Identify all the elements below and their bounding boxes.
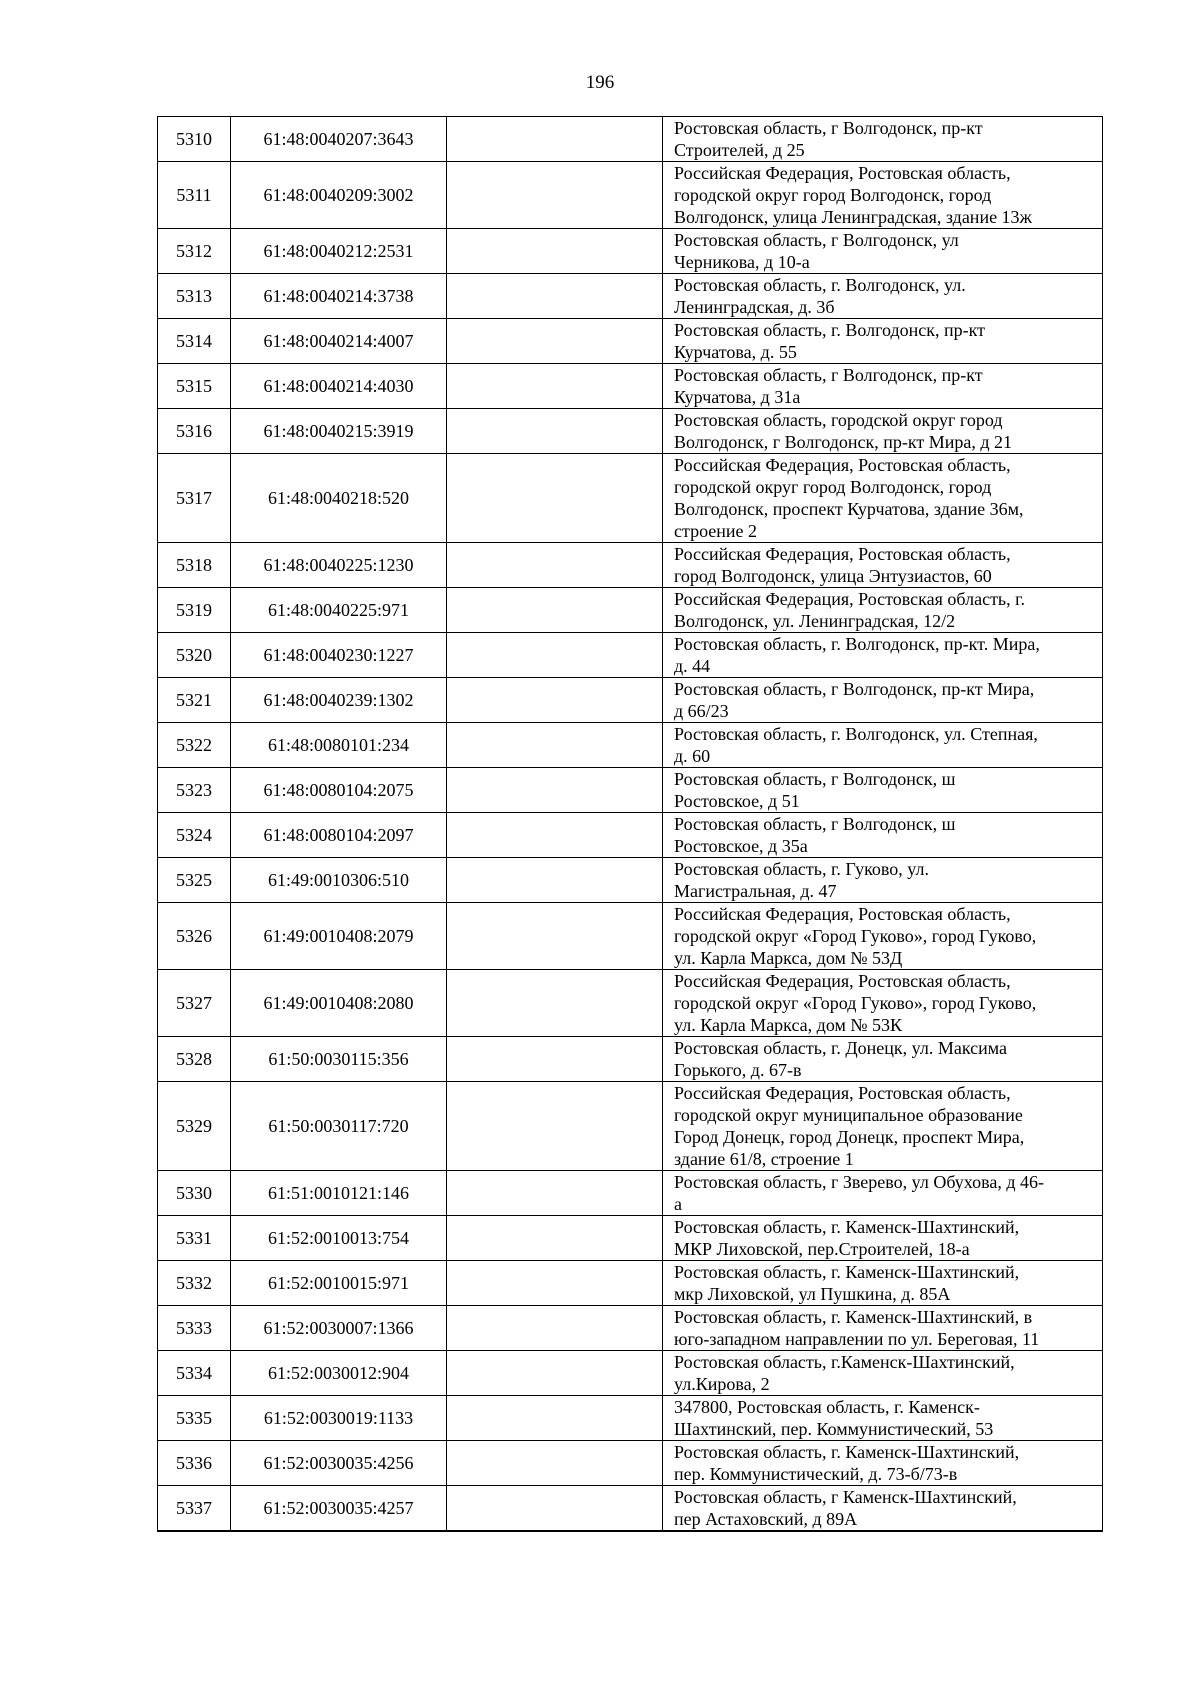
empty-cell [447,768,663,813]
address-cell: Ростовская область, г Волгодонск, пр-кт Курчатова, д 31а [663,364,1103,409]
table-row [158,588,1103,633]
address-cell: Российская Федерация, Ростовская область, городской округ город Волгодонск, город Волгодонск, проспект Курчатова, здание 36м, строение 2 [663,454,1103,543]
empty-cell [447,117,663,162]
address-cell: Российская Федерация, Ростовская область, городской округ муниципальное образование Город Донецк, город Донецк, проспект Мира, здание 61/8, строение 1 [663,1082,1103,1171]
empty-cell [447,1037,663,1082]
table-row [158,409,1103,454]
row-number-cell: 5322 [158,723,231,768]
registry-table [157,116,1103,1532]
table-row [158,970,1103,1037]
address-cell: Ростовская область, г. Гуково, ул. Магистральная, д. 47 [663,858,1103,903]
cadastral-number-cell: 61:49:0010306:510 [231,858,447,903]
empty-cell [447,543,663,588]
table-row [158,229,1103,274]
empty-cell [447,858,663,903]
table-row [158,1216,1103,1261]
row-number-cell: 5310 [158,117,231,162]
row-number-cell: 5337 [158,1486,231,1532]
cadastral-number-cell: 61:48:0040214:4030 [231,364,447,409]
address-cell: Ростовская область, г. Каменск-Шахтинский, пер. Коммунистический, д. 73-б/73-в [663,1441,1103,1486]
table-row [158,1486,1103,1532]
empty-cell [447,1396,663,1441]
row-number-cell: 5335 [158,1396,231,1441]
empty-cell [447,1441,663,1486]
cadastral-number-cell: 61:49:0010408:2080 [231,970,447,1037]
page-number: 196 [585,72,615,93]
address-cell: Ростовская область, г. Волгодонск, ул. Ленинградская, д. 3б [663,274,1103,319]
empty-cell [447,970,663,1037]
address-cell: Ростовская область, г Каменск-Шахтинский, пер Астаховский, д 89А [663,1486,1103,1532]
row-number-cell: 5317 [158,454,231,543]
cadastral-number-cell: 61:52:0030012:904 [231,1351,447,1396]
address-cell: Ростовская область, г Волгодонск, пр-кт Строителей, д 25 [663,117,1103,162]
table-row [158,1441,1103,1486]
empty-cell [447,229,663,274]
empty-cell [447,1351,663,1396]
row-number-cell: 5323 [158,768,231,813]
address-cell: Российская Федерация, Ростовская область, городской округ «Город Гуково», город Гуково, ул. Карла Маркса, дом № 53Д [663,903,1103,970]
cadastral-number-cell: 61:52:0010015:971 [231,1261,447,1306]
table-row [158,678,1103,723]
cadastral-number-cell: 61:48:0040212:2531 [231,229,447,274]
address-cell: Ростовская область, г Волгодонск, ш Ростовское, д 51 [663,768,1103,813]
cadastral-number-cell: 61:48:0040214:3738 [231,274,447,319]
table-row [158,858,1103,903]
empty-cell [447,723,663,768]
cadastral-number-cell: 61:52:0030007:1366 [231,1306,447,1351]
table-row [158,1082,1103,1171]
table-row [158,1306,1103,1351]
row-number-cell: 5330 [158,1171,231,1216]
address-cell: Российская Федерация, Ростовская область, городской округ «Город Гуково», город Гуково, ул. Карла Маркса, дом № 53К [663,970,1103,1037]
table-row [158,723,1103,768]
table-row [158,1171,1103,1216]
empty-cell [447,409,663,454]
row-number-cell: 5320 [158,633,231,678]
row-number-cell: 5325 [158,858,231,903]
empty-cell [447,1171,663,1216]
row-number-cell: 5316 [158,409,231,454]
cadastral-number-cell: 61:49:0010408:2079 [231,903,447,970]
cadastral-number-cell: 61:48:0080104:2075 [231,768,447,813]
row-number-cell: 5327 [158,970,231,1037]
table-row [158,1396,1103,1441]
empty-cell [447,813,663,858]
address-cell: Ростовская область, г Волгодонск, ул Черникова, д 10-а [663,229,1103,274]
table-row [158,319,1103,364]
row-number-cell: 5318 [158,543,231,588]
empty-cell [447,588,663,633]
cadastral-number-cell: 61:48:0040225:1230 [231,543,447,588]
table-row [158,1037,1103,1082]
row-number-cell: 5324 [158,813,231,858]
row-number-cell: 5329 [158,1082,231,1171]
table-row [158,364,1103,409]
empty-cell [447,633,663,678]
table-row [158,454,1103,543]
table-body [158,117,1103,1532]
row-number-cell: 5315 [158,364,231,409]
table-row [158,162,1103,229]
empty-cell [447,319,663,364]
address-cell: Российская Федерация, Ростовская область, г. Волгодонск, ул. Ленинградская, 12/2 [663,588,1103,633]
row-number-cell: 5332 [158,1261,231,1306]
address-cell: Ростовская область, г Зверево, ул Обухова, д 46- а [663,1171,1103,1216]
cadastral-number-cell: 61:48:0040225:971 [231,588,447,633]
cadastral-number-cell: 61:48:0040215:3919 [231,409,447,454]
table-row [158,543,1103,588]
cadastral-number-cell: 61:50:0030115:356 [231,1037,447,1082]
table-row [158,274,1103,319]
address-cell: Ростовская область, г. Каменск-Шахтинский, в юго-западном направлении по ул. Береговая, 11 [663,1306,1103,1351]
table-row [158,903,1103,970]
empty-cell [447,1306,663,1351]
table-row [158,633,1103,678]
empty-cell [447,1082,663,1171]
cadastral-number-cell: 61:48:0040218:520 [231,454,447,543]
empty-cell [447,162,663,229]
address-cell: Российская Федерация, Ростовская область, городской округ город Волгодонск, город Волгодонск, улица Ленинградская, здание 13ж [663,162,1103,229]
cadastral-number-cell: 61:48:0080101:234 [231,723,447,768]
row-number-cell: 5336 [158,1441,231,1486]
empty-cell [447,274,663,319]
cadastral-number-cell: 61:52:0010013:754 [231,1216,447,1261]
table-row [158,1351,1103,1396]
cadastral-number-cell: 61:52:0030019:1133 [231,1396,447,1441]
empty-cell [447,678,663,723]
row-number-cell: 5313 [158,274,231,319]
empty-cell [447,454,663,543]
address-cell: Ростовская область, г. Волгодонск, ул. Степная, д. 60 [663,723,1103,768]
table-row [158,117,1103,162]
row-number-cell: 5333 [158,1306,231,1351]
row-number-cell: 5321 [158,678,231,723]
row-number-cell: 5311 [158,162,231,229]
address-cell: Ростовская область, г. Каменск-Шахтинский, мкр Лиховской, ул Пушкина, д. 85А [663,1261,1103,1306]
empty-cell [447,903,663,970]
cadastral-number-cell: 61:52:0030035:4257 [231,1486,447,1532]
address-cell: Ростовская область, г.Каменск-Шахтинский, ул.Кирова, 2 [663,1351,1103,1396]
row-number-cell: 5314 [158,319,231,364]
empty-cell [447,1216,663,1261]
row-number-cell: 5334 [158,1351,231,1396]
address-cell: Российская Федерация, Ростовская область, город Волгодонск, улица Энтузиастов, 60 [663,543,1103,588]
row-number-cell: 5319 [158,588,231,633]
row-number-cell: 5331 [158,1216,231,1261]
empty-cell [447,364,663,409]
table-row [158,768,1103,813]
row-number-cell: 5326 [158,903,231,970]
cadastral-number-cell: 61:48:0040230:1227 [231,633,447,678]
table-row [158,1261,1103,1306]
address-cell: 347800, Ростовская область, г. Каменск- Шахтинский, пер. Коммунистический, 53 [663,1396,1103,1441]
cadastral-number-cell: 61:48:0040214:4007 [231,319,447,364]
address-cell: Ростовская область, городской округ город Волгодонск, г Волгодонск, пр-кт Мира, д 21 [663,409,1103,454]
cadastral-number-cell: 61:48:0080104:2097 [231,813,447,858]
address-cell: Ростовская область, г Волгодонск, ш Ростовское, д 35а [663,813,1103,858]
row-number-cell: 5328 [158,1037,231,1082]
address-cell: Ростовская область, г. Волгодонск, пр-кт. Мира, д. 44 [663,633,1103,678]
address-cell: Ростовская область, г. Волгодонск, пр-кт Курчатова, д. 55 [663,319,1103,364]
address-cell: Ростовская область, г. Каменск-Шахтинский, МКР Лиховской, пер.Строителей, 18-а [663,1216,1103,1261]
cadastral-number-cell: 61:52:0030035:4256 [231,1441,447,1486]
cadastral-number-cell: 61:50:0030117:720 [231,1082,447,1171]
empty-cell [447,1261,663,1306]
row-number-cell: 5312 [158,229,231,274]
cadastral-number-cell: 61:48:0040239:1302 [231,678,447,723]
address-cell: Ростовская область, г Волгодонск, пр-кт Мира, д 66/23 [663,678,1103,723]
cadastral-number-cell: 61:48:0040207:3643 [231,117,447,162]
cadastral-number-cell: 61:48:0040209:3002 [231,162,447,229]
table-row [158,813,1103,858]
address-cell: Ростовская область, г. Донецк, ул. Максима Горького, д. 67-в [663,1037,1103,1082]
cadastral-number-cell: 61:51:0010121:146 [231,1171,447,1216]
empty-cell [447,1486,663,1532]
